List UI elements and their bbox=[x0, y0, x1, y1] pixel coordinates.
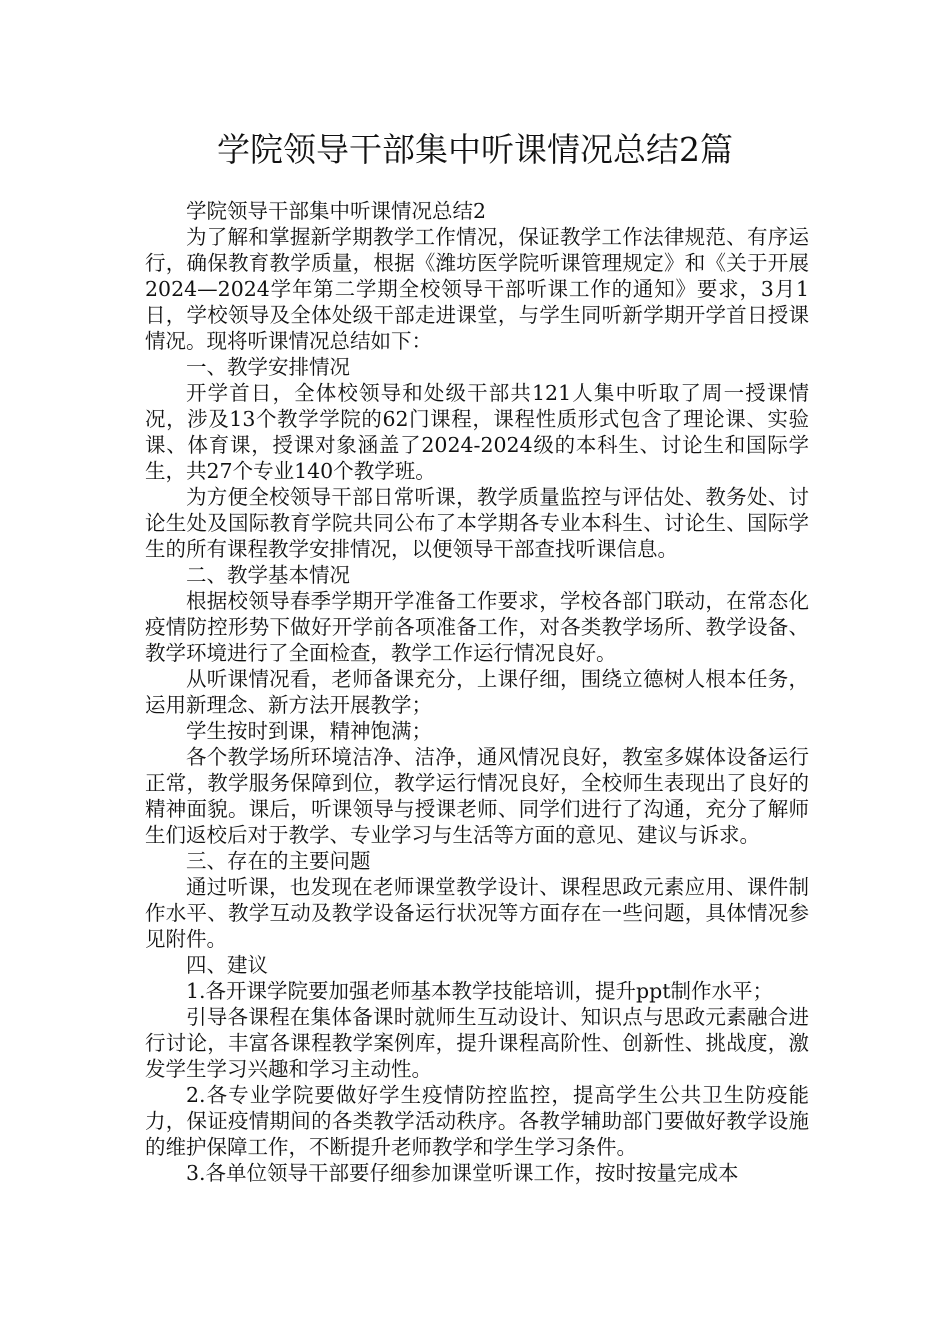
section-heading: 二、教学基本情况 bbox=[186, 563, 350, 587]
body-paragraph: 从听课情况看，老师备课充分，上课仔细，围绕立德树人根本任务，运用新理念、新方法开展教学； bbox=[145, 667, 809, 717]
subtitle-paragraph: 学院领导干部集中听课情况总结2 bbox=[186, 199, 487, 223]
document-title: 学院领导干部集中听课情况总结2篇 bbox=[217, 130, 733, 169]
body-paragraph: 根据校领导春季学期开学准备工作要求，学校各部门联动，在常态化疫情防控形势下做好开学前各项准备工作，对各类教学场所、教学设备、教学环境进行了全面检查，教学工作运行情况良好。 bbox=[145, 589, 809, 665]
document-body bbox=[145, 198, 809, 1186]
body-paragraph: 开学首日，全体校领导和处级干部共121人集中听取了周一授课情况，涉及13个教学学院的62门课程，课程性质形式包含了理论课、实验课、体育课，授课对象涵盖了2024-2024级的本科生、讨论生和国际学生，共27个专业140个教学班。 bbox=[145, 381, 809, 483]
body-paragraph: 2.各专业学院要做好学生疫情防控监控，提高学生公共卫生防疫能力，保证疫情期间的各类教学活动秩序。各教学辅助部门要做好教学设施的维护保障工作，不断提升老师教学和学生学习条件。 bbox=[145, 1083, 809, 1159]
body-paragraph: 学生按时到课，精神饱满； bbox=[186, 719, 432, 743]
body-paragraph: 引导各课程在集体备课时就师生互动设计、知识点与思政元素融合进行讨论，丰富各课程教学案例库，提升课程高阶性、创新性、挑战度，激发学生学习兴趣和学习主动性。 bbox=[145, 1005, 809, 1081]
body-paragraph: 1.各开课学院要加强老师基本教学技能培训，提升ppt制作水平； bbox=[186, 979, 774, 1003]
body-paragraph: 为了解和掌握新学期教学工作情况，保证教学工作法律规范、有序运行，确保教育教学质量，根据《潍坊医学院听课管理规定》和《关于开展2024—2024学年第二学期全校领导干部听课工作的通知》要求，3月1日，学校领导及全体处级干部走进课堂，与学生同听新学期开学首日授课情况。现将听课情况总结如下： bbox=[145, 225, 809, 353]
section-heading: 四、建议 bbox=[186, 953, 268, 977]
section-heading: 三、存在的主要问题 bbox=[186, 849, 371, 873]
body-paragraph: 为方便全校领导干部日常听课，教学质量监控与评估处、教务处、讨论生处及国际教育学院共同公布了本学期各专业本科生、讨论生、国际学生的所有课程教学安排情况，以便领导干部查找听课信息。 bbox=[145, 485, 809, 561]
body-paragraph: 3.各单位领导干部要仔细参加课堂听课工作，按时按量完成本 bbox=[186, 1161, 739, 1185]
body-paragraph: 各个教学场所环境洁净、洁净，通风情况良好，教室多媒体设备运行正常，教学服务保障到位，教学运行情况良好，全校师生表现出了良好的精神面貌。课后，听课领导与授课老师、同学们进行了沟通，充分了解师生们返校后对于教学、专业学习与生活等方面的意见、建议与诉求。 bbox=[145, 745, 809, 847]
section-heading: 一、教学安排情况 bbox=[186, 355, 350, 379]
body-paragraph: 通过听课，也发现在老师课堂教学设计、课程思政元素应用、课件制作水平、教学互动及教学设备运行状况等方面存在一些问题，具体情况参见附件。 bbox=[145, 875, 809, 951]
